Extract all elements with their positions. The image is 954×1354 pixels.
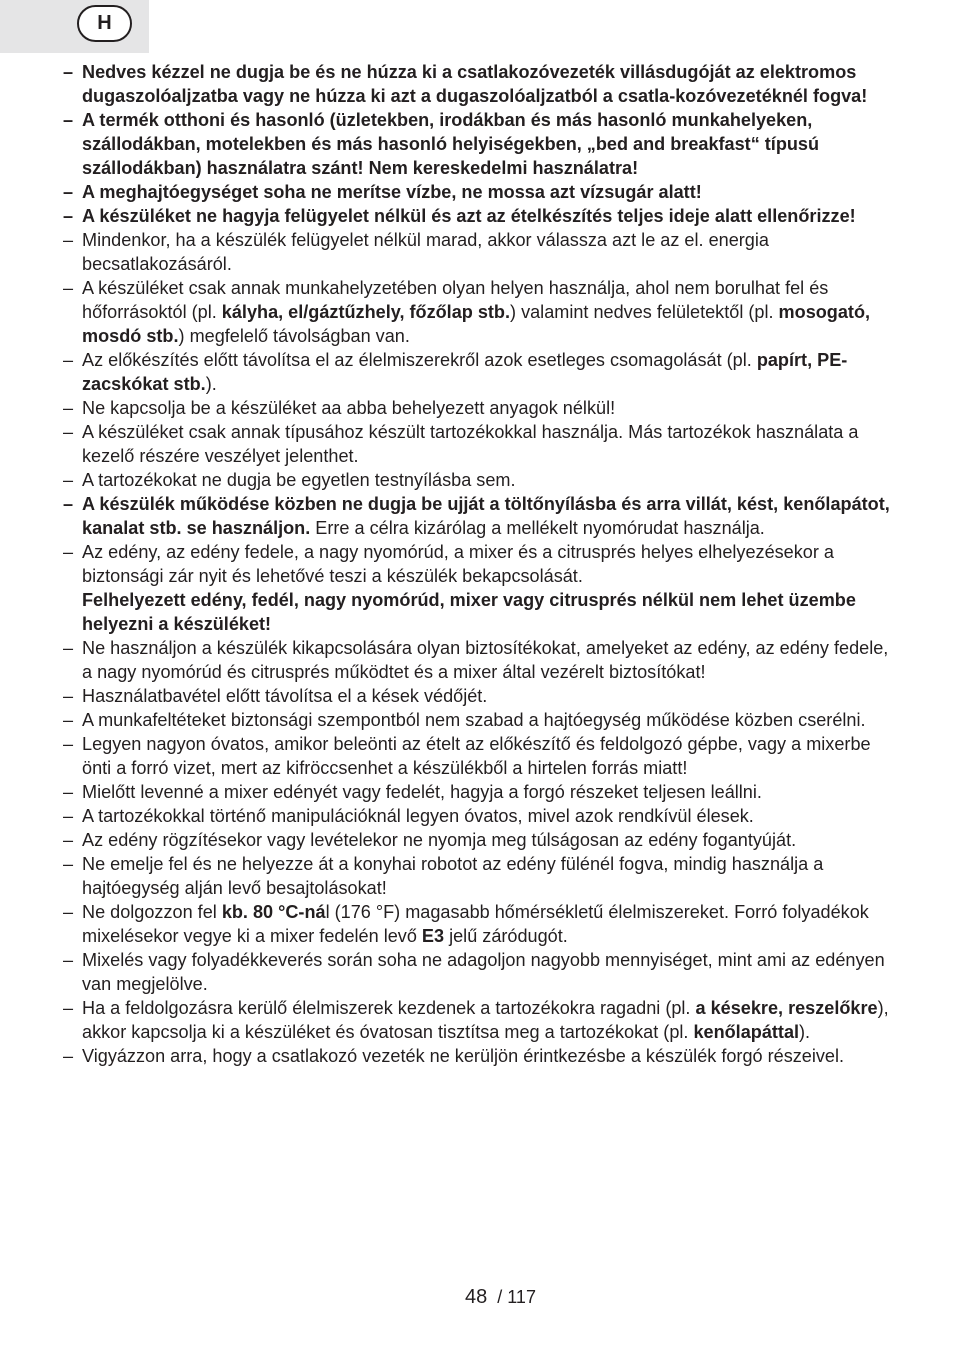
list-item [63, 180, 897, 204]
list-item-text: Az előkészítés előtt távolítsa el az élelmiszerekről azok esetleges csomagolását (pl. [82, 350, 757, 370]
list-item-text: A tartozékokat ne dugja be egyetlen testnyílásba sem. [82, 470, 516, 490]
list-item-text: ) megfelelő távolságban van. [178, 326, 410, 346]
safety-instructions-list [63, 60, 897, 1068]
list-item-text: Használatbavétel előtt távolítsa el a kések védőjét. [82, 686, 488, 706]
list-item-text: Mindenkor, ha a készülék felügyelet nélkül marad, akkor válassza azt le az el. energia becsatlakozásáról. [82, 230, 769, 274]
language-tab [0, 0, 149, 53]
list-item-text: Vigyázzon arra, hogy a csatlakozó vezeték ne kerüljön érintkezésbe a készülék forgó részeivel. [82, 1046, 845, 1066]
list-item [63, 828, 897, 852]
list-item-text: A készüléket ne hagyja felügyelet nélkül és azt az ételkészítés teljes ideje alatt ellenőrizze! [82, 206, 856, 226]
list-item-text: Ne kapcsolja be a készüléket aa abba behelyezett anyagok nélkül! [82, 398, 616, 418]
list-item-text: A készüléket csak annak munkahelyzetében olyan helyen használja, ahol nem borulhat fel és hőforrásoktól (pl. [82, 278, 829, 322]
list-item [63, 228, 897, 276]
list-item-text: Ne dolgozzon fel [82, 902, 222, 922]
list-item-bold-text: papírt, PE- zacskókat stb. [82, 350, 848, 394]
language-badge: H [77, 5, 132, 42]
list-item-bold-text: mosogató, mosdó stb. [82, 302, 871, 346]
list-item-text: Ha a feldolgozásra kerülő élelmiszerek kezdenek a tartozékokra ragadni (pl. [82, 998, 696, 1018]
list-item [63, 708, 897, 732]
list-item [63, 396, 897, 420]
list-item-text: ). [799, 1022, 811, 1042]
list-item-text: Mielőtt levenné a mixer edényét vagy fedelét, hagyja a forgó részeket teljesen leállni. [82, 782, 762, 802]
list-item [63, 636, 897, 684]
list-item [63, 780, 897, 804]
list-item-bold-text: E3 [421, 926, 445, 946]
list-item [63, 420, 897, 468]
list-item [63, 900, 897, 948]
list-item-text: Ne emelje fel és ne helyezze át a konyhai robotot az edény fülénél fogva, mindig használja a hajtóegység alján levő besajtolásokat! [82, 854, 824, 898]
list-item [63, 276, 897, 348]
list-item [63, 108, 897, 180]
page-total: / 117 [497, 1287, 536, 1307]
list-item-bold-text: kenőlapáttal [693, 1022, 800, 1042]
list-item-text: A munkafeltéteket biztonsági szempontból nem szabad a hajtóegység működése közben cserélni. [82, 710, 866, 730]
list-item-text: ), akkor kapcsolja ki a készüléket és óvatosan tisztítsa meg a tartozékokat (pl. [82, 998, 889, 1042]
list-item-text: l (176 °F) magasabb hőmérsékletű élelmiszereket. Forró folyadékok mixelésekor vegye ki a mixer fedelén levő [82, 902, 869, 946]
list-item [63, 732, 897, 780]
list-item-bold-text: A készülék működése közben ne dugja be ujját a töltőnyílásba és arra villát, kést, kenőlapátot, kanalat stb. se használjon. [82, 494, 890, 538]
list-item [63, 540, 897, 636]
list-item-bold-text: Felhelyezett edény, fedél, nagy nyomórúd, mixer vagy citrusprés nélkül nem lehet üzembe helyezni a készüléket! [82, 590, 856, 634]
list-item [63, 948, 897, 996]
list-item-text: A meghajtóegységet soha ne merítse vízbe, ne mossa azt vízsugár alatt! [82, 182, 702, 202]
list-item [63, 996, 897, 1044]
list-item [63, 1044, 897, 1068]
list-item-text: Az edény rögzítésekor vagy levételekor ne nyomja meg túlságosan az edény fogantyúját. [82, 830, 797, 850]
list-item-text: Mixelés vagy folyadékkeverés során soha ne adagoljon nagyobb mennyiséget, mint ami az edényen van megjelölve. [82, 950, 885, 994]
page-number [465, 1286, 536, 1309]
list-item [63, 468, 897, 492]
list-item [63, 348, 897, 396]
list-item-text: Erre a célra kizárólag a mellékelt nyomórudat használja. [310, 518, 765, 538]
list-item-text: jelű záródugót. [444, 926, 568, 946]
list-item-text: ). [205, 374, 217, 394]
list-item-bold-text: kályha, el/gáztűzhely, főzőlap stb. [221, 302, 511, 322]
list-item [63, 60, 897, 108]
list-item-text: A termék otthoni és hasonló (üzletekben, irodákban és más hasonló munkahelyeken, szállodákban, motelekben és más hasonló helyiségekben, „bed and breakfast“ típusú szállodákban) használatra szánt! Nem kereskedelmi használatra! [82, 110, 820, 178]
list-item [63, 804, 897, 828]
list-item-text: Legyen nagyon óvatos, amikor beleönti az ételt az előkészítő és feldolgozó gépbe, vagy a mixerbe önti a forró vizet, mert az kifröccsenhet a készülékből a hirtelen forrás miatt! [82, 734, 871, 778]
list-item-text: ) valamint nedves felületektől (pl. [510, 302, 779, 322]
list-item-text: Az edény, az edény fedele, a nagy nyomórúd, a mixer és a citrusprés helyes elhelyezésekor a biztonsági zár nyit és lehetővé teszi a készülék bekapcsolását. [82, 542, 834, 586]
list-item [63, 684, 897, 708]
page-current: 48 [465, 1286, 488, 1308]
list-item-text: Nedves kézzel ne dugja be és ne húzza ki a csatlakozóvezeték villásdugóját az elektromos dugaszolóaljzatba vagy ne húzza ki azt a dugaszolóaljzatból a csatla-kozóvezetéknél fogva! [82, 62, 868, 106]
list-item-bold-text: a késekre, reszelőkre [695, 998, 878, 1018]
list-item [63, 204, 897, 228]
list-item [63, 852, 897, 900]
list-item-text: A tartozékokkal történő manipulációknál legyen óvatos, mivel azok rendkívül élesek. [82, 806, 754, 826]
list-item-bold-text: kb. 80 °C-ná [221, 902, 326, 922]
list-item-text: A készüléket csak annak típusához készült tartozékokkal használja. Más tartozékok használata a kezelő részére veszélyet jelenthet. [82, 422, 859, 466]
list-item-text: Ne használjon a készülék kikapcsolására olyan biztosítékokat, amelyeket az edény, az edény fedele, a nagy nyomórúd és citrusprés működtet és a mixer által vezérelt biztosítókat! [82, 638, 889, 682]
list-item [63, 492, 897, 540]
